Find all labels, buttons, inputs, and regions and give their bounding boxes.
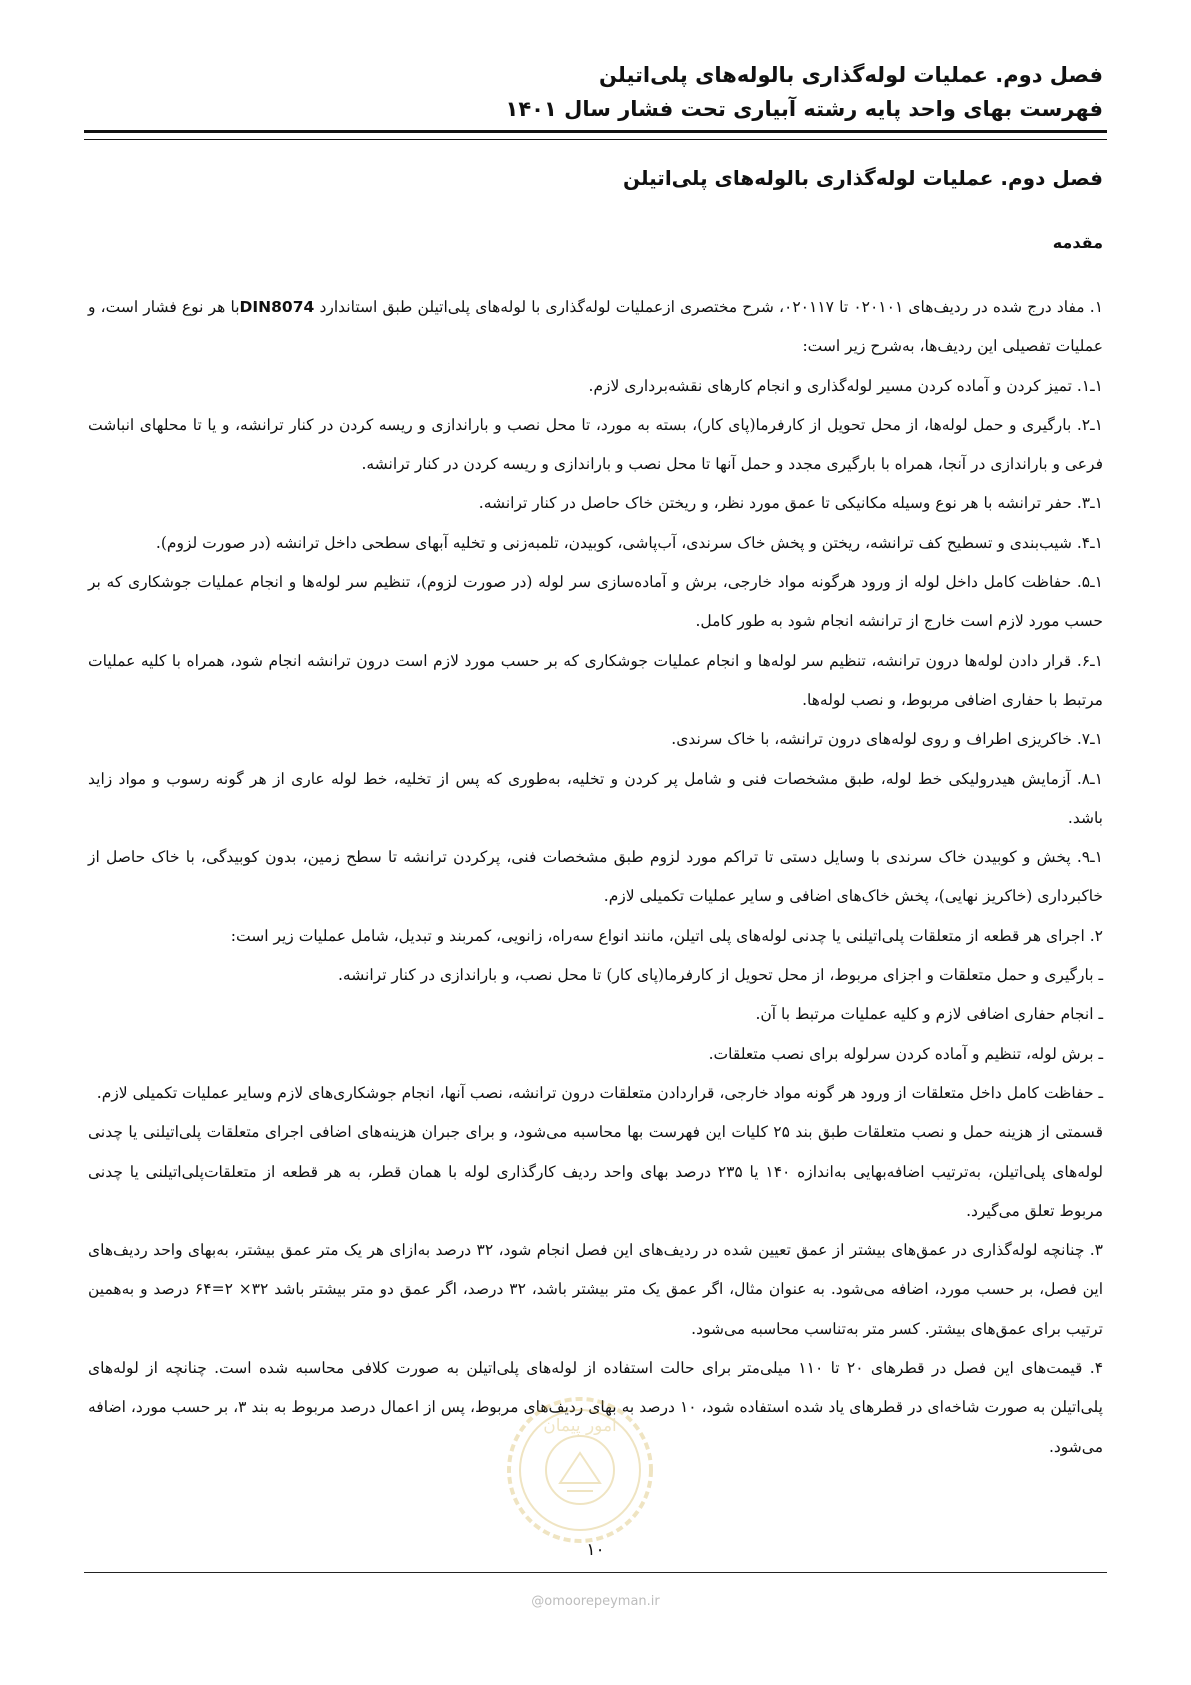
paragraph: ۱ـ۸. آزمایش هیدرولیکی خط لوله، طبق مشخصات فنی و شامل پر کردن و تخلیه، به‌طوری که پس از تخلیه، خط لوله عاری از هر گونه رسوب و مواد زاید باشد. <box>88 769 1103 827</box>
paragraph: ۱ـ۹. پخش و کوبیدن خاک سرندی با وسایل دستی تا تراکم مورد لزوم طبق مشخصات فنی، پرکردن ترانشه تا سطح زمین، بدون کوبیدگی، با خاک حاصل از خاکبرداری (خاکریز نهایی)، پخش خاک‌های اضافی و سایر عملیات تکمیلی لازم. <box>88 848 1103 906</box>
paragraph-text: با هر نوع فشار است، و عملیات تفصیلی این ردیف‌ها، به‌شرح زیر است: <box>88 298 1103 356</box>
paragraph: ۱ـ۷. خاکریزی اطراف و روی لوله‌های درون ترانشه، با خاک سرندی. <box>671 730 1103 749</box>
watermark-seal-icon <box>505 1395 655 1545</box>
list-item: ـ بارگیری و حمل متعلقات و اجزای مربوط، از محل تحویل از کارفرما(پای کار) تا محل نصب، و باراندازی در کنار ترانشه. <box>337 966 1103 985</box>
list-item: ـ حفاظت کامل داخل متعلقات از ورود هر گونه مواد خارجی، قراردادن متعلقات درون ترانشه، نصب آنها، انجام جوشکاری‌های لازم وسایر عملیات تکمیلی لازم. <box>96 1083 1103 1102</box>
paragraph: قسمتی از هزینه حمل و نصب متعلقات طبق بند ۲۵ کلیات این فهرست بها محاسبه می‌شود، و برای جبران هزینه‌های اضافی اجرای متعلقات پلی‌اتیلنی یا چدنی لوله‌های پلی‌اتیلن، به‌ترتیب اضافه‌بهایی به‌اندازه ۱۴۰ یا ۲۳۵ درصد بهای واحد ردیف کارگذاری لوله با همان قطر، به هر قطعه از متعلقات‌پلی‌اتیلنی یا چدنی مربوط تعلق می‌گیرد. <box>88 1123 1103 1220</box>
page-header <box>84 58 1103 126</box>
paragraph: ۱ـ۶. قرار دادن لوله‌ها درون ترانشه، تنظیم سر لوله‌ها و انجام عملیات جوشکاری که بر حسب مورد لازم است درون ترانشه انجام شود، همراه با کلیه عملیات مرتبط با حفاری اضافی مربوط، و نصب لوله‌ها. <box>88 651 1103 709</box>
paragraph: ۳. چنانچه لوله‌گذاری در عمق‌های بیشتر از عمق تعیین شده در ردیف‌های این فصل انجام شود، ۳۲ درصد به‌ازای هر یک متر عمق بیشتر، به‌بهای واحد ردیف‌های این فصل، بر حسب مورد، اضافه می‌شود. به عنوان مثال، اگر عمق یک متر بیشتر باشد، ۳۲ درصد، اگر عمق دو متر بیشتر باشد ۳۲× ۲=۶۴ درصد و به‌همین ترتیب برای عمق‌های بیشتر. کسر متر به‌تناسب محاسبه می‌شود. <box>88 1241 1104 1338</box>
header-double-rule <box>84 130 1107 140</box>
header-chapter-line: فصل دوم. عملیات لوله‌گذاری بالوله‌های پلی‌اتیلن <box>598 63 1103 87</box>
paragraph-text: ۱. مفاد درج شده در ردیف‌های ۰۲۰۱۰۱ تا ۰۲۰۱۱۷، شرح مختصری ازعملیات لوله‌گذاری با لوله‌های پلی‌اتیلن طبق استاندارد <box>314 298 1104 316</box>
standard-code: DIN8074 <box>239 298 315 316</box>
paragraph: ۱ـ۳. حفر ترانشه با هر نوع وسیله مکانیکی تا عمق مورد نظر، و ریختن خاک حاصل در کنار ترانشه. <box>478 494 1103 513</box>
list-item: ـ انجام حفاری اضافی لازم و کلیه عملیات مرتبط با آن. <box>755 1005 1103 1024</box>
paragraph: ۱ـ۲. بارگیری و حمل لوله‌ها، از محل تحویل از کارفرما(پای کار)، بسته به مورد، تا محل نصب و باراندازی و ریسه کردن در کنار ترانشه، و یا تا محلهای انباشت فرعی و باراندازی در آنجا، همراه با بارگیری مجدد و حمل آنها تا محل نصب و باراندازی و ریسه کردن در کنار ترانشه. <box>88 415 1103 474</box>
paragraph <box>88 288 1103 367</box>
paragraph: ۴. قیمت‌های این فصل در قطرهای ۲۰ تا ۱۱۰ میلی‌متر برای حالت استفاده از لوله‌های پلی‌اتیلن به صورت کلافی محاسبه شده است. چنانچه از لوله‌های پلی‌اتیلن به صورت شاخه‌ای در قطرهای یاد شده استفاده شود، ۱۰ درصد به بهای ردیف‌های مربوط، پس از اعمال درصد مربوط به بند ۳، بر حسب مورد، اضافه می‌شود. <box>88 1359 1104 1456</box>
paragraph: ۱ـ۱. تمیز کردن و آماده کردن مسیر لوله‌گذاری و انجام کارهای نقشه‌برداری لازم. <box>588 376 1103 395</box>
body-text <box>88 288 1103 1467</box>
header-price-list-line: فهرست بهای واحد پایه رشته آبیاری تحت فشار سال ۱۴۰۱ <box>505 97 1103 121</box>
paragraph: ۲. اجرای هر قطعه از متعلقات پلی‌اتیلنی یا چدنی لوله‌های پلی اتیلن، مانند انواع سه‌راه، زانویی، کمربند و تبدیل، شامل عملیات زیر است: <box>230 926 1103 945</box>
footer-rule <box>84 1572 1107 1573</box>
seal-text: امور پیمان <box>543 1416 617 1436</box>
paragraph: ۱ـ۴. شیب‌بندی و تسطیح کف ترانشه، ریختن و پخش خاک سرندی، آب‌پاشی، کوبیدن، تلمبه‌زنی و تخلیه آبهای سطحی داخل ترانشه (در صورت لزوم). <box>155 533 1103 552</box>
footer-website: @omoorepeyman.ir <box>531 1594 660 1609</box>
paragraph: ۱ـ۵. حفاظت کامل داخل لوله از ورود هرگونه مواد خارجی، برش و آماده‌سازی سر لوله (در صورت لزوم)، تنظیم سر لوله‌ها و انجام عملیات جوشکاری که بر حسب مورد لازم است خارج از ترانشه انجام شود به طور کامل. <box>88 573 1103 631</box>
page-number: ۱۰ <box>586 1540 605 1560</box>
intro-heading: مقدمه <box>1052 233 1103 252</box>
list-item: ـ برش لوله، تنظیم و آماده کردن سرلوله برای نصب متعلقات. <box>708 1044 1103 1063</box>
chapter-title: فصل دوم. عملیات لوله‌گذاری بالوله‌های پلی‌اتیلن <box>622 166 1103 190</box>
